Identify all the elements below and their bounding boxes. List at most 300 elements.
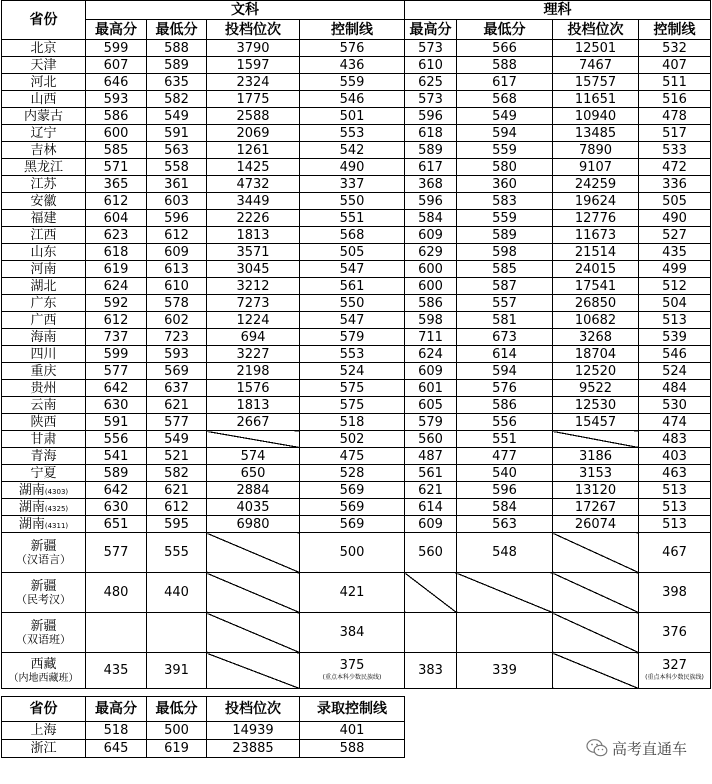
empty-slash-cell [553,653,639,689]
table-cell: 619 [147,740,207,758]
table-cell: 21514 [553,244,639,261]
table-row [2,397,711,414]
table-row [2,159,711,176]
province-name: 湖南 [18,482,45,498]
table-cell: 336 [639,176,711,193]
table-cell: 612 [147,227,207,244]
table-cell: 384 [300,613,405,653]
table-cell: 561 [300,278,405,295]
table-row [2,227,711,244]
table-cell: 586 [457,397,553,414]
table-cell: 588 [457,57,553,74]
table-cell: 711 [405,329,457,346]
province-cell [2,499,86,516]
table-cell: 546 [300,91,405,108]
table-cell: 575 [300,397,405,414]
table-cell: 9522 [553,380,639,397]
column-header-min: 最低分 [457,20,553,40]
table-cell: 15457 [553,414,639,431]
table-cell: 587 [457,278,553,295]
table-cell: 558 [147,159,207,176]
table-cell: 513 [639,312,711,329]
province-subcode: (4303) [44,487,69,496]
table-cell: 569 [300,516,405,533]
cell-text: 新疆 [30,618,57,634]
table-row [2,380,711,397]
table-cell: 637 [147,380,207,397]
table-cell: 1813 [207,397,300,414]
table-cell: 575 [300,380,405,397]
table-cell: 2324 [207,74,300,91]
table-cell: 589 [405,142,457,159]
table-row [2,499,711,516]
spacer-row [2,689,711,697]
spacer [2,689,711,697]
footer-header-rank: 投档位次 [207,697,300,722]
table-cell: 569 [147,363,207,380]
table-cell: 483 [639,431,711,448]
table-cell: 9107 [553,159,639,176]
table-cell: 505 [639,193,711,210]
table-cell: 621 [147,397,207,414]
table-row [2,482,711,499]
table-cell: 593 [86,91,147,108]
table-cell: 596 [405,108,457,125]
table-cell: 598 [457,244,553,261]
table-cell: 584 [405,210,457,227]
table-row [2,533,711,573]
table-cell: 642 [86,380,147,397]
province-cell: 上海 [2,722,86,740]
table-row [2,363,711,380]
province-cell: 青海 [2,448,86,465]
cell-text: 西藏 [30,656,57,672]
table-cell: 582 [147,465,207,482]
province-cell: 湖北 [2,278,86,295]
empty-slash-cell [457,573,553,613]
table-cell: 540 [457,465,553,482]
table-cell: 580 [457,159,553,176]
table-cell: 3186 [553,448,639,465]
table-cell: 566 [457,40,553,57]
table-cell: 605 [405,397,457,414]
table-row [2,278,711,295]
province-cell [2,533,86,573]
table-cell: 629 [405,244,457,261]
table-cell: 7273 [207,295,300,312]
table-cell: 621 [405,482,457,499]
table-row [2,431,711,448]
column-header-province: 省份 [2,1,86,40]
table-cell: 568 [300,227,405,244]
table-cell: 609 [405,227,457,244]
province-cell [2,613,86,653]
province-cell: 天津 [2,57,86,74]
column-header-max: 最高分 [86,20,147,40]
empty-slash-cell [553,613,639,653]
table-cell: 477 [457,448,553,465]
table-cell: 573 [405,91,457,108]
table-cell: 737 [86,329,147,346]
table-cell: 593 [147,346,207,363]
table-cell: 619 [86,261,147,278]
province-cell: 河北 [2,74,86,91]
table-cell: 12776 [553,210,639,227]
table-row [2,91,711,108]
footer-header-max: 最高分 [86,697,147,722]
table-cell: 14939 [207,722,300,740]
table-cell: 484 [639,380,711,397]
wechat-icon [586,738,608,758]
table-row [2,653,711,689]
table-cell: 478 [639,108,711,125]
table-cell: 618 [405,125,457,142]
table-cell: 599 [86,40,147,57]
table-cell: 612 [86,193,147,210]
table-row [2,346,711,363]
table-cell: 3227 [207,346,300,363]
table-cell: 12530 [553,397,639,414]
table-cell: 609 [405,363,457,380]
province-cell: 甘肃 [2,431,86,448]
table-cell: 617 [405,159,457,176]
group-header-wenke: 文科 [86,1,405,20]
table-cell: 527 [639,227,711,244]
table-cell: 1425 [207,159,300,176]
table-cell: 559 [457,142,553,159]
table-row [2,74,711,91]
table-cell: 10940 [553,108,639,125]
table-cell: 630 [86,499,147,516]
table-cell: 512 [639,278,711,295]
table-cell: 7467 [553,57,639,74]
table-cell: 546 [639,346,711,363]
table-cell: 549 [147,108,207,125]
province-cell: 重庆 [2,363,86,380]
table-cell: 480 [86,573,147,613]
table-cell: 557 [457,295,553,312]
table-cell: 361 [147,176,207,193]
table-cell: 490 [300,159,405,176]
header-row [2,1,711,20]
empty-slash-cell [553,431,639,448]
table-cell: 596 [405,193,457,210]
province-cell: 安徽 [2,193,86,210]
table-cell: 3268 [553,329,639,346]
province-subcode: (4311) [44,521,69,530]
table-cell: 7890 [553,142,639,159]
table-cell: 533 [639,142,711,159]
table-row [2,57,711,74]
footnote: (重点本科少数民族线) [322,674,382,681]
table-cell: 577 [86,363,147,380]
column-header-min: 最低分 [147,20,207,40]
table-cell: 563 [457,516,553,533]
table-cell: 499 [639,261,711,278]
table-cell: 502 [300,431,405,448]
table-cell: 571 [86,159,147,176]
table-cell: 518 [86,722,147,740]
table-cell: 577 [147,414,207,431]
table-cell: 376 [639,613,711,653]
table-cell: 1813 [207,227,300,244]
table-cell: 579 [405,414,457,431]
table-cell: 591 [147,125,207,142]
province-cell [2,482,86,499]
table-cell: 10682 [553,312,639,329]
table-row [2,193,711,210]
table-cell [639,653,711,689]
table-cell: 4732 [207,176,300,193]
column-header-max: 最高分 [405,20,457,40]
table-cell: 24015 [553,261,639,278]
table-cell: 500 [300,533,405,573]
table-cell: 407 [639,57,711,74]
table-row [2,613,711,653]
table-cell: 500 [147,722,207,740]
blank-area [405,697,711,722]
table-cell: 592 [86,295,147,312]
province-cell: 辽宁 [2,125,86,142]
table-cell: 609 [405,516,457,533]
province-cell: 宁夏 [2,465,86,482]
table-cell: 635 [147,74,207,91]
table-cell: 584 [457,499,553,516]
table-cell: 586 [86,108,147,125]
table-cell: 1775 [207,91,300,108]
table-cell: 521 [147,448,207,465]
table-cell: 673 [457,329,553,346]
table-cell: 368 [405,176,457,193]
table-row [2,142,711,159]
footnote: (重点本科少数民族线) [645,674,704,681]
table-cell: 13485 [553,125,639,142]
footer-header-row [2,697,711,722]
cell-text: 375 [339,658,365,673]
table-cell: 3153 [553,465,639,482]
table-cell: 360 [457,176,553,193]
table-cell: 549 [147,431,207,448]
table-cell: 642 [86,482,147,499]
province-cell: 山西 [2,91,86,108]
empty-slash-cell [207,573,300,613]
table-row [2,244,711,261]
empty-slash-cell [207,613,300,653]
header-row [2,20,711,40]
table-cell: 574 [207,448,300,465]
group-header-like: 理科 [405,1,711,20]
table-cell: 2588 [207,108,300,125]
table-cell: 646 [86,74,147,91]
table-cell: 383 [405,653,457,689]
table-cell: 589 [457,227,553,244]
footer-header-min: 最低分 [147,697,207,722]
province-cell [2,573,86,613]
table-cell: 3449 [207,193,300,210]
table-cell: 550 [300,193,405,210]
table-cell: 603 [147,193,207,210]
empty-slash-cell [207,533,300,573]
table-row [2,295,711,312]
column-header-control: 控制线 [639,20,711,40]
table-cell: 513 [639,516,711,533]
table-cell: 589 [86,465,147,482]
table-cell: 530 [639,397,711,414]
table-cell: 596 [457,482,553,499]
empty-cell [147,613,207,653]
table-cell: 26074 [553,516,639,533]
table-cell: 2667 [207,414,300,431]
province-cell: 内蒙古 [2,108,86,125]
table-cell: 556 [86,431,147,448]
table-cell: 650 [207,465,300,482]
table-cell: 490 [639,210,711,227]
table-row [2,108,711,125]
province-cell: 河南 [2,261,86,278]
table-cell: 582 [147,91,207,108]
column-header-control: 控制线 [300,20,405,40]
table-cell: 440 [147,573,207,613]
table-cell: 524 [300,363,405,380]
table-cell: 553 [300,346,405,363]
table-cell: 513 [639,499,711,516]
table-cell: 576 [457,380,553,397]
province-cell: 海南 [2,329,86,346]
table-row [2,125,711,142]
table-cell: 12520 [553,363,639,380]
table-cell: 596 [147,210,207,227]
table-cell: 398 [639,573,711,613]
table-cell: 624 [405,346,457,363]
table-row [2,465,711,482]
table-cell: 474 [639,414,711,431]
table-cell: 548 [457,533,553,573]
table-cell: 600 [405,261,457,278]
table-cell: 581 [457,312,553,329]
table-cell: 550 [300,295,405,312]
table-cell: 475 [300,448,405,465]
table-cell: 551 [300,210,405,227]
table-cell: 505 [300,244,405,261]
table-cell: 365 [86,176,147,193]
table-cell: 11651 [553,91,639,108]
table-cell: 6980 [207,516,300,533]
cell-text: 新疆 [30,538,57,554]
table-cell: 547 [300,312,405,329]
province-cell: 吉林 [2,142,86,159]
province-cell: 北京 [2,40,86,57]
table-cell: 586 [405,295,457,312]
table-cell: 617 [457,74,553,91]
cell-text: 新疆 [30,578,57,594]
table-cell: 501 [300,108,405,125]
table-cell: 436 [300,57,405,74]
empty-cell [457,613,553,653]
table-cell: 1576 [207,380,300,397]
province-cell: 广东 [2,295,86,312]
province-cell: 广西 [2,312,86,329]
table-cell: 17267 [553,499,639,516]
empty-slash-cell [207,653,300,689]
table-cell: 524 [639,363,711,380]
table-cell: 542 [300,142,405,159]
table-cell [300,653,405,689]
table-cell: 15757 [553,74,639,91]
table-cell: 573 [405,40,457,57]
table-cell: 624 [86,278,147,295]
table-cell: 2069 [207,125,300,142]
table-cell: 337 [300,176,405,193]
cell-text: （内地西藏班） [8,672,79,684]
table-cell: 588 [147,40,207,57]
table-cell: 511 [639,74,711,91]
table-cell: 26850 [553,295,639,312]
table-cell: 532 [639,40,711,57]
table-cell: 630 [86,397,147,414]
table-cell: 578 [147,295,207,312]
table-cell: 591 [86,414,147,431]
table-cell: 518 [300,414,405,431]
table-cell: 625 [405,74,457,91]
footer-header-control: 录取控制线 [300,697,405,722]
admission-score-table [1,0,711,758]
empty-slash-cell [207,431,300,448]
table-cell: 11673 [553,227,639,244]
province-cell: 江苏 [2,176,86,193]
table-cell: 541 [86,448,147,465]
table-cell: 569 [300,499,405,516]
table-cell: 607 [86,57,147,74]
cell-text: 327 [662,658,687,673]
empty-cell [405,613,457,653]
table-cell: 583 [457,193,553,210]
table-cell: 612 [147,499,207,516]
table-cell: 555 [147,533,207,573]
province-name: 湖南 [18,499,45,515]
table-cell: 513 [639,482,711,499]
table-cell: 553 [300,125,405,142]
table-cell: 1597 [207,57,300,74]
cell-text: （民考汉） [16,592,71,606]
table-cell: 599 [86,346,147,363]
table-cell: 516 [639,91,711,108]
table-cell: 2884 [207,482,300,499]
province-cell: 山东 [2,244,86,261]
table-cell: 559 [300,74,405,91]
table-row [2,516,711,533]
table-cell: 560 [405,533,457,573]
table-row [2,210,711,227]
table-cell: 651 [86,516,147,533]
table-cell: 24259 [553,176,639,193]
table-cell: 19624 [553,193,639,210]
empty-cell [86,613,147,653]
table-cell: 1224 [207,312,300,329]
table-cell: 595 [147,516,207,533]
table-cell: 602 [147,312,207,329]
table-cell: 3790 [207,40,300,57]
table-cell: 585 [457,261,553,278]
province-cell: 江西 [2,227,86,244]
table-cell: 421 [300,573,405,613]
table-cell: 3045 [207,261,300,278]
empty-slash-cell [553,573,639,613]
table-cell: 579 [300,329,405,346]
table-cell: 613 [147,261,207,278]
table-cell: 3212 [207,278,300,295]
table-cell: 598 [405,312,457,329]
footer-header-province: 省份 [2,697,86,722]
